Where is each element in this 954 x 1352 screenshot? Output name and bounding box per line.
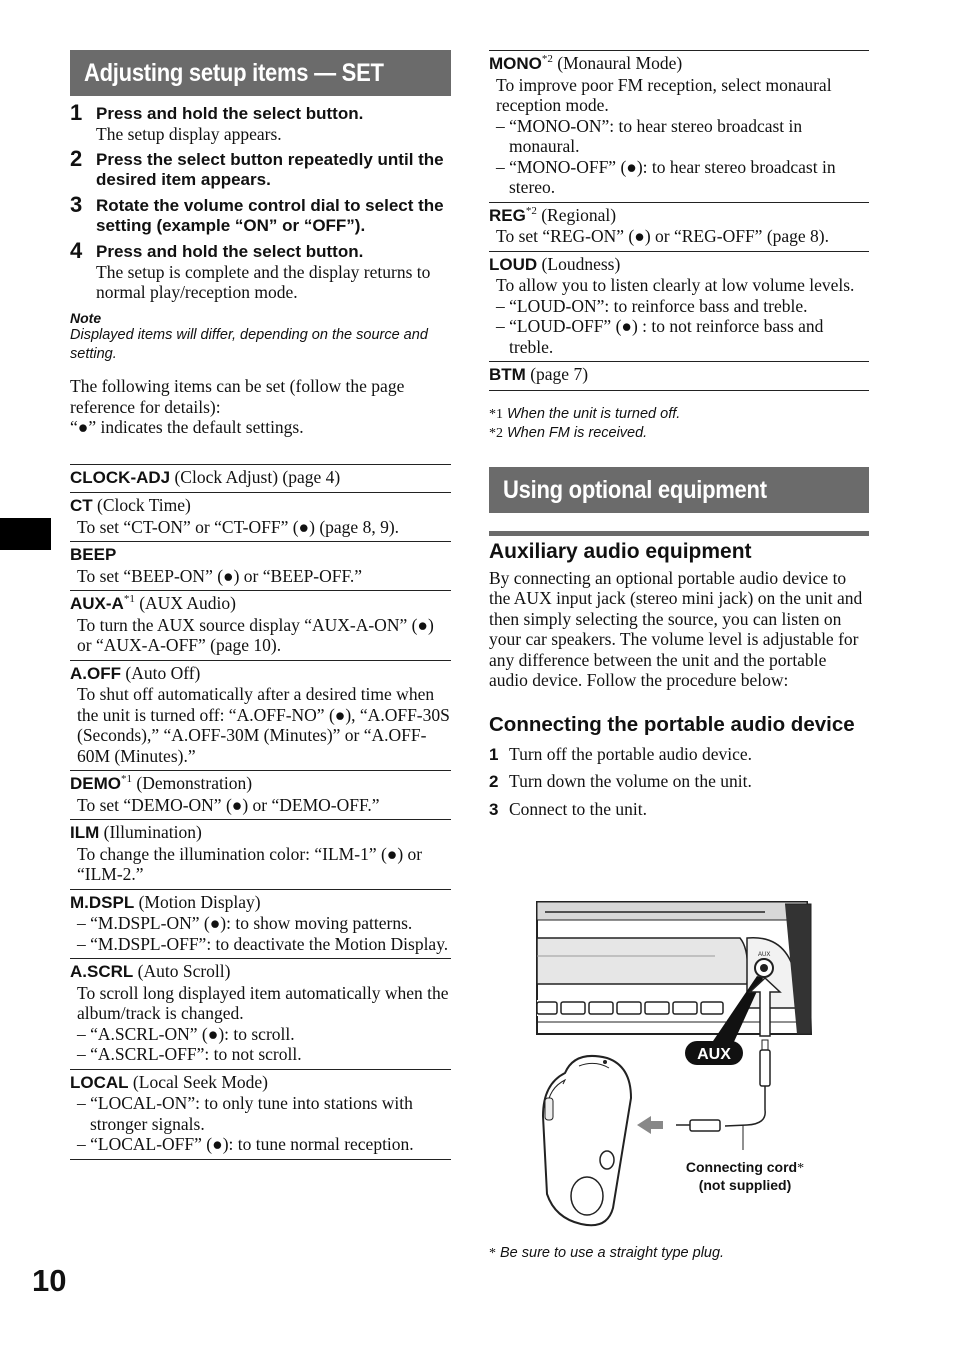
page-number: 10 (32, 1263, 67, 1298)
item-ct: CT (Clock Time) To set “CT-ON” or “CT-OFF” (●) (page 8, 9). (70, 493, 451, 542)
item-clock-adj: CLOCK-ADJ (Clock Adjust) (page 4) (70, 465, 451, 494)
section-banner-set: Adjusting setup items — SET (70, 50, 451, 96)
cord-label-line2: (not supplied) (698, 1177, 792, 1193)
section-banner-optional-equipment: Using optional equipment (489, 467, 869, 513)
item-btm: BTM (page 7) (489, 362, 869, 391)
aux-jack-label: AUX (758, 952, 771, 958)
item-ilm: ILM (Illumination) To change the illumination color: “ILM-1” (●) or “ILM-2.” (70, 820, 451, 890)
settings-table-left (70, 464, 451, 1160)
note-text: Displayed items will differ, depending on the source and setting. (70, 327, 428, 362)
note-title: Note (70, 310, 102, 326)
footnote-1: *1 When the unit is turned off. (489, 405, 681, 422)
connection-illustration (535, 898, 825, 1233)
aux-paragraph: By connecting an optional portable audio device to the AUX input jack (stereo mini jack) on the unit and then simply selecting the source, you can listen on your car speakers. The volume level is adjustable for any difference between the unit and the portable audio device. Follow the procedure below: (489, 567, 863, 690)
settings-table-right (489, 50, 869, 391)
right-column (489, 50, 869, 823)
section-tab (0, 518, 51, 550)
portable-audio-device-drawing (543, 1056, 631, 1225)
item-m-dspl: M.DSPL (Motion Display) – “M.DSPL-ON” (●): to show moving patterns. – “M.DSPL-OFF”: to deactivate the Motion Display. (70, 890, 451, 960)
step-1: 1 Press and hold the select button. The setup display appears. (70, 100, 364, 144)
aux-badge-text: AUX (697, 1046, 731, 1063)
step-4: 4 Press and hold the select button. The setup is complete and the display returns to normal play/reception mode. (70, 238, 431, 302)
connect-step-3: 3 Connect to the unit. (489, 798, 648, 819)
item-aux-a: AUX-$A^{*1}$ (AUX Audio) To turn the AUX source display “AUX-A-ON” (●) or “AUX-A-OFF” (page 10). (70, 591, 451, 661)
connect-steps (489, 741, 869, 824)
steps (70, 100, 451, 302)
item-beep: BEEP To set “BEEP-ON” (●) or “BEEP-OFF.” (70, 542, 451, 591)
item-a-scrl: A.SCRL (Auto Scroll) To scroll long displayed item automatically when the album/track is changed. – “A.SCRL-ON” (●): to scroll. – “A.SCRL-OFF”: to not scroll. (70, 959, 451, 1070)
intro-paragraph: The following items can be set (follow the page reference for details): “●” indicates the default settings. (70, 376, 405, 437)
step-3: 3 Rotate the volume control dial to select the setting (example “ON” or “OFF”). (70, 192, 444, 235)
left-column (70, 50, 451, 1160)
connect-step-1: 1 Turn off the portable audio device. (489, 743, 753, 764)
aux-heading: Auxiliary audio equipment (489, 539, 752, 563)
aux-section (489, 531, 869, 691)
item-reg: REG$^{*2}$ (Regional) To set “REG-ON” (●) or “REG-OFF” (page 8). (489, 203, 869, 252)
item-loud: LOUD (Loudness) To allow you to listen clearly at low volume levels. – “LOUD-ON”: to reinforce bass and treble. – “LOUD-OFF” (●) : to not reinforce bass and treble. (489, 252, 869, 363)
footnote-2: *2 When FM is received. (489, 424, 648, 441)
step-2: 2 Press the select button repeatedly until the desired item appears. (70, 146, 444, 189)
plug-note: * Be sure to use a straight type plug. (489, 1245, 725, 1261)
car-stereo-diagram (535, 898, 825, 1233)
item-a-off: A.OFF (Auto Off) To shut off automatically after a desired time when the unit is turned off: “A.OFF-NO” (●), “A.OFF-30S (Seconds),” “A.OFF-30M (Minutes)” or “A.OFF-60M (Minutes).” (70, 661, 451, 772)
connect-heading: Connecting the portable audio device (489, 712, 855, 736)
item-mono: MONO$^{*2}$ (Monaural Mode) To improve poor FM reception, select monaural reception mode. – “MONO-ON”: to hear stereo broadcast in monaural. – “MONO-OFF” (●): to hear stereo broadcast in stereo. (489, 51, 869, 203)
item-local: LOCAL (Local Seek Mode) – “LOCAL-ON”: to only tune into stations with stronger signals. – “LOCAL-OFF” (●): to tune normal reception. (70, 1070, 451, 1160)
cord-label-line1: Connecting cord* (685, 1159, 805, 1176)
item-demo: DEMO$^{*1}$ (Demonstration) To set “DEMO-ON” (●) or “DEMO-OFF.” (70, 771, 451, 820)
footnotes (489, 405, 869, 443)
connect-step-2: 2 Turn down the volume on the unit. (489, 771, 752, 791)
